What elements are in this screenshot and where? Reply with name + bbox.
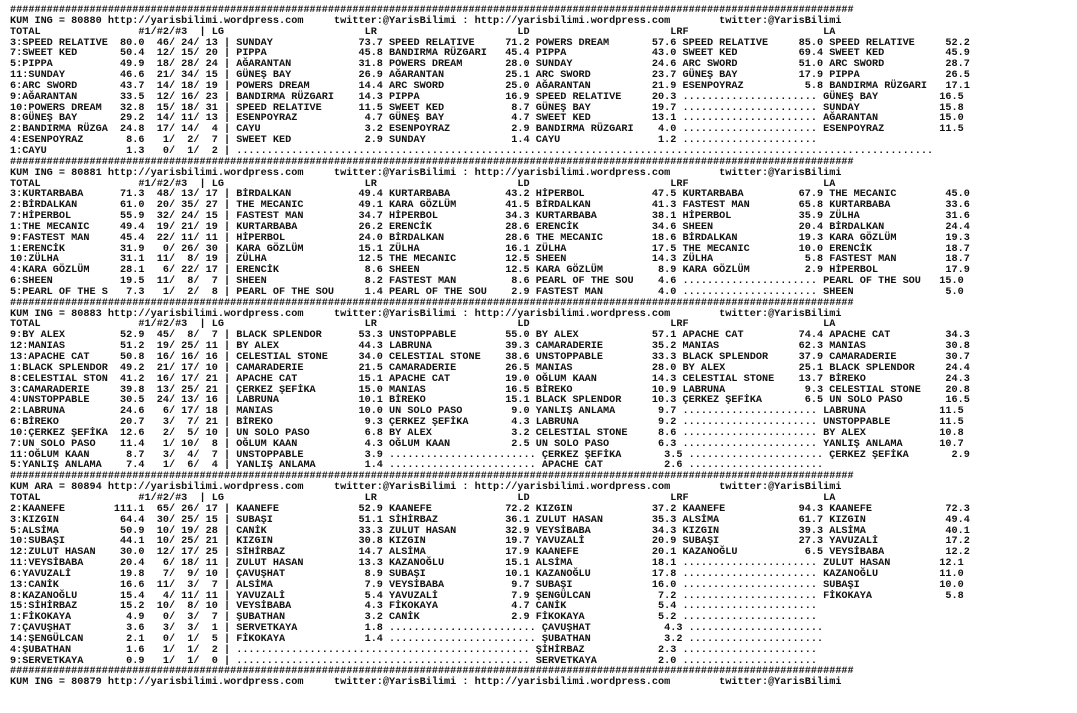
data-row: 7:UN SOLO PASO 11.4 1/ 10/ 8 | OĞLUM KAAN 4.3 OĞLUM KAAN 2.5 UN SOLO PASO 6.3 ...................... YANLIŞ ANLAMA 10.7 [10,438,964,450]
data-row: 11:OĞLUM KAAN 8.7 3/ 4/ 7 | UNSTOPPABLE 3.9 ........................ ÇERKEZ ŞEFİKA 3.5 ...................... ÇERKEZ ŞEFİKA 2.9 [10,449,970,461]
column-header-line: TOTAL #1/#2/#3 | LG LR LD LRF LA [10,492,836,504]
data-row: 6:ARC SWORD 43.7 14/ 18/ 19 | POWERS DREAM 14.4 ARC SWORD 25.0 AĞARANTAN 21.9 ESENPOYRAZ 5.8 BANDIRMA RÜZGARI 17.1 [10,80,970,92]
data-row: 2:BANDIRMA RÜZGA 24.8 17/ 14/ 4 | CAYU 3.2 ESENPOYRAZ 2.9 BANDIRMA RÜZGARI 4.0 ...................... ESENPOYRAZ 11.5 [10,124,964,136]
data-row: 1:FİKOKAYA 4.9 0/ 3/ 7 | ŞUBATHAN 3.2 CANİK 2.9 FİKOKAYA 5.2 ...................... [10,612,817,624]
data-row: 8:KAZANOĞLU 15.4 4/ 11/ 11 | YAVUZALİ 5.4 YAVUZALİ 7.9 ŞENGÜLCAN 7.2 ...................... FİKOKAYA 5.8 [10,590,964,602]
data-row: 1:CAYU 1.3 0/ 1/ 2 | .................................................................................................................. [10,145,934,157]
data-row: 7:HİPERBOL 55.9 32/ 24/ 15 | FASTEST MAN 34.7 HİPERBOL 34.3 KURTARBABA 38.1 HİPERBOL 35.9 ZÜLHA 31.6 [10,211,970,223]
data-row: 1:THE MECANIC 49.4 19/ 21/ 19 | KURTARBABA 26.2 ERENCİK 28.6 ERENCİK 34.6 SHEEN 20.4 BİRDALKAN 24.4 [10,221,970,233]
data-row: 9:FASTEST MAN 45.4 22/ 11/ 11 | HİPERBOL 24.0 BİRDALKAN 28.6 THE MECANIC 18.6 BİRDALKAN 19.3 KARA GÖZLÜM 19.3 [10,232,970,244]
data-row: 11:SUNDAY 46.6 21/ 34/ 15 | GÜNEŞ BAY 26.9 AĞARANTAN 25.1 ARC SWORD 23.7 GÜNEŞ BAY 17.9 PIPPA 26.5 [10,70,970,82]
separator-line: ########################################################################################################################################## [10,471,854,483]
data-row: 3:KURTARBABA 71.3 48/ 13/ 17 | BİRDALKAN 49.4 KURTARBABA 43.2 HİPERBOL 47.5 KURTARBABA 67.9 THE MECANIC 45.0 [10,189,970,201]
data-row: 10:ZÜLHA 31.1 11/ 8/ 19 | ZÜLHA 12.5 THE MECANIC 12.5 SHEEN 14.3 ZÜLHA 5.8 FASTEST MAN 18.7 [10,254,970,266]
data-row: 13:CANİK 16.6 11/ 3/ 7 | ALSİMA 7.9 VEYSİBABA 9.7 SUBAŞI 16.0 ...................... SUBAŞI 10.0 [10,579,964,591]
data-row: 7:ÇAVUŞHAT 3.6 3/ 3/ 1 | SERVETKAYA 1.8 ........................ ÇAVUŞHAT 4.3 ...................... [10,623,824,635]
race-header-line: KUM ING = 80881 http://yarisbilimi.wordpress.com twitter:@YarisBilimi : http://yarisbilimi.wordpress.com twitter:@YarisBilimi [10,167,842,179]
separator-line: ########################################################################################################################################## [10,5,854,16]
data-row: 10:SUBAŞI 44.1 10/ 25/ 21 | KIZGIN 30.8 KIZGIN 19.7 YAVUZALİ 20.9 SUBAŞI 27.3 YAVUZALİ 17.2 [10,536,970,548]
data-row: 4:KARA GÖZLÜM 28.1 6/ 22/ 17 | ERENCİK 8.6 SHEEN 12.5 KARA GÖZLÜM 8.9 KARA GÖZLÜM 2.9 HİPERBOL 17.9 [10,265,970,277]
race-tote-printout [10,6,970,689]
data-row: 6:YAVUZALİ 19.8 7/ 9/ 10 | ÇAVUŞHAT 8.9 SUBAŞI 10.1 KAZANOĞLU 17.8 ...................... KAZANOĞLU 11.0 [10,568,964,580]
data-row: 9:AĞARANTAN 33.5 12/ 16/ 23 | BANDIRMA RÜZGARI 14.3 PIPPA 16.9 SPEED RELATIVE 20.3 ...................... GÜNEŞ BAY 16.5 [10,91,964,103]
data-row: 6:BİREKO 20.7 3/ 7/ 21 | BİREKO 9.3 ÇERKEZ ŞEFİKA 4.3 LABRUNA 9.2 ...................... UNSTOPPABLE 11.5 [10,417,964,429]
data-row: 4:UNSTOPPABLE 30.5 24/ 13/ 16 | LABRUNA 10.1 BİREKO 15.1 BLACK SPLENDOR 10.3 ÇERKEZ ŞEFİKA 6.5 UN SOLO PASO 16.5 [10,395,970,407]
data-row: 2:LABRUNA 24.6 6/ 17/ 18 | MANIAS 10.0 UN SOLO PASO 9.0 YANLIŞ ANLAMA 9.7 ...................... LABRUNA 11.5 [10,406,964,418]
race-header-line: KUM ARA = 80894 http://yarisbilimi.wordpress.com twitter:@YarisBilimi : http://yarisbilimi.wordpress.com twitter:@YarisBilimi [10,482,842,494]
column-header-line: TOTAL #1/#2/#3 | LG LR LD LRF LA [10,178,836,190]
data-row: 7:SWEET KED 50.4 12/ 15/ 20 | PIPPA 45.8 BANDIRMA RÜZGARI 45.4 PIPPA 43.0 SWEET KED 69.4 SWEET KED 45.9 [10,48,970,60]
race-header-line: KUM ING = 80880 http://yarisbilimi.wordpress.com twitter:@YarisBilimi : http://yarisbilimi.wordpress.com twitter:@YarisBilimi [10,15,842,27]
data-row: 12:ZULUT HASAN 30.0 12/ 17/ 25 | SİHİRBAZ 14.7 ALSİMA 17.9 KAANEFE 20.1 KAZANOĞLU 6.5 VEYSİBABA 12.2 [10,547,970,559]
data-row: 4:ESENPOYRAZ 8.6 1/ 2/ 7 | SWEET KED 2.9 SUNDAY 1.4 CAYU 1.2 ...................... [10,135,817,147]
data-row: 13:APACHE CAT 50.8 16/ 16/ 16 | CELESTIAL STONE 34.0 CELESTIAL STONE 38.6 UNSTOPPABLE 33.3 BLACK SPLENDOR 37.9 CAMARADERIE 30.7 [10,352,970,363]
data-row: 3:CAMARADERIE 39.8 13/ 25/ 21 | ÇERKEZ ŞEFİKA 15.0 MANIAS 16.5 BİREKO 10.9 LABRUNA 9.3 CELESTIAL STONE 20.8 [10,384,970,396]
data-row: 9:BY ALEX 52.9 45/ 8/ 7 | BLACK SPLENDOR 53.3 UNSTOPPABLE 55.0 BY ALEX 57.1 APACHE CAT 74.4 APACHE CAT 34.3 [10,330,970,342]
data-row: 10:ÇERKEZ ŞEFİKA 12.6 2/ 5/ 10 | UN SOLO PASO 6.8 BY ALEX 3.2 CELESTIAL STONE 8.6 ...................... BY ALEX 10.8 [10,427,964,439]
column-header-line: TOTAL #1/#2/#3 | LG LR LD LRF LA [10,26,836,38]
data-row: 11:VEYSİBABA 20.4 6/ 18/ 11 | ZULUT HASAN 13.3 KAZANOĞLU 15.1 ALSİMA 18.1 ...................... ZULUT HASAN 12.1 [10,558,964,570]
data-row: 8:GÜNEŞ BAY 29.2 14/ 11/ 13 | ESENPOYRAZ 4.7 GÜNEŞ BAY 4.7 SWEET KED 13.1 ...................... AĞARANTAN 15.0 [10,113,964,125]
data-row: 5:YANLIŞ ANLAMA 7.4 1/ 6/ 4 | YANLIŞ ANLAMA 1.4 ........................ APACHE CAT 2.6 ...................... [10,460,824,472]
data-row: 14:ŞENGÜLCAN 2.1 0/ 1/ 5 | FİKOKAYA 1.4 ........................ ŞUBATHAN 3.2 ...................... [10,633,824,645]
data-row: 1:ERENCİK 31.9 0/ 26/ 30 | KARA GÖZLÜM 15.1 ZÜLHA 16.1 ZÜLHA 17.5 THE MECANIC 10.0 ERENCİK 18.7 [10,243,970,255]
data-row: 2:KAANEFE 111.1 65/ 26/ 17 | KAANEFE 52.9 KAANEFE 72.2 KIZGIN 37.2 KAANEFE 94.3 KAANEFE 72.3 [10,503,970,515]
race-header-line: KUM ING = 80879 http://yarisbilimi.wordpress.com twitter:@YarisBilimi : http://yarisbilimi.wordpress.com twitter:@YarisBilimi [10,677,842,689]
data-row: 3:SPEED RELATIVE 80.0 46/ 24/ 13 | SUNDAY 73.7 SPEED RELATIVE 71.2 POWERS DREAM 57.6 SPEED RELATIVE 85.0 SPEED RELATIVE 52.2 [10,37,970,49]
data-row: 5:PIPPA 49.9 18/ 28/ 24 | AĞARANTAN 31.8 POWERS DREAM 28.0 SUNDAY 24.6 ARC SWORD 51.0 ARC SWORD 28.7 [10,59,970,71]
data-row: 3:KIZGIN 64.4 30/ 25/ 15 | SUBAŞI 51.1 SİHİRBAZ 36.1 ZULUT HASAN 35.3 ALSİMA 61.7 KIZGIN 49.4 [10,514,970,526]
separator-line: ########################################################################################################################################## [10,666,854,678]
data-row: 12:MANIAS 51.2 19/ 25/ 11 | BY ALEX 44.3 LABRUNA 39.3 CAMARADERIE 35.2 MANIAS 62.3 MANIAS 30.8 [10,341,970,353]
data-row: 1:BLACK SPLENDOR 49.2 21/ 17/ 10 | CAMARADERIE 21.5 CAMARADERIE 26.5 MANIAS 28.0 BY ALEX 25.1 BLACK SPLENDOR 24.4 [10,362,970,374]
separator-line: ########################################################################################################################################## [10,297,854,309]
data-row: 5:ALSİMA 50.9 10/ 19/ 28 | CANİK 33.3 ZULUT HASAN 32.9 VEYSİBABA 34.3 KIZGIN 39.3 ALSİMA 40.1 [10,525,970,537]
data-row: 6:SHEEN 19.5 11/ 8/ 7 | SHEEN 8.2 FASTEST MAN 8.6 PEARL OF THE SOU 4.6 ...................... PEARL OF THE SOU 15.0 [10,276,964,288]
column-header-line: TOTAL #1/#2/#3 | LG LR LD LRF LA [10,319,836,331]
data-row: 15:SİHİRBAZ 15.2 10/ 8/ 10 | VEYSİBABA 4.3 FİKOKAYA 4.7 CANİK 5.4 ...................... [10,601,817,613]
data-row: 8:CELESTIAL STON 41.2 16/ 17/ 21 | APACHE CAT 15.1 APACHE CAT 19.0 OĞLUM KAAN 14.3 CELESTIAL STONE 13.7 BİREKO 24.3 [10,373,970,385]
data-row: 2:BİRDALKAN 61.0 20/ 35/ 27 | THE MECANIC 49.1 KARA GÖZLÜM 41.5 BİRDALKAN 41.3 FASTEST MAN 65.8 KURTARBABA 33.6 [10,200,970,212]
data-row: 9:SERVETKAYA 0.9 1/ 1/ 0 | ................................................ SERVETKAYA 2.0 ...................... [10,655,817,667]
data-row: 4:ŞUBATHAN 1.6 1/ 1/ 2 | ................................................ ŞİHİRBAZ 2.3 ...................... [10,644,817,656]
separator-line: ########################################################################################################################################## [10,156,854,168]
race-header-line: KUM ING = 80883 http://yarisbilimi.wordpress.com twitter:@YarisBilimi : http://yarisbilimi.wordpress.com twitter:@YarisBilimi [10,308,842,320]
data-row: 10:POWERS DREAM 32.8 15/ 18/ 31 | SPEED RELATIVE 11.5 SWEET KED 8.7 GÜNEŞ BAY 19.7 ...................... SUNDAY 15.8 [10,102,964,114]
data-row: 5:PEARL OF THE S 7.3 1/ 2/ 8 | PEARL OF THE SOU 1.4 PEARL OF THE SOU 2.9 FASTEST MAN 4.0 ...................... SHEEN 5.0 [10,286,964,298]
